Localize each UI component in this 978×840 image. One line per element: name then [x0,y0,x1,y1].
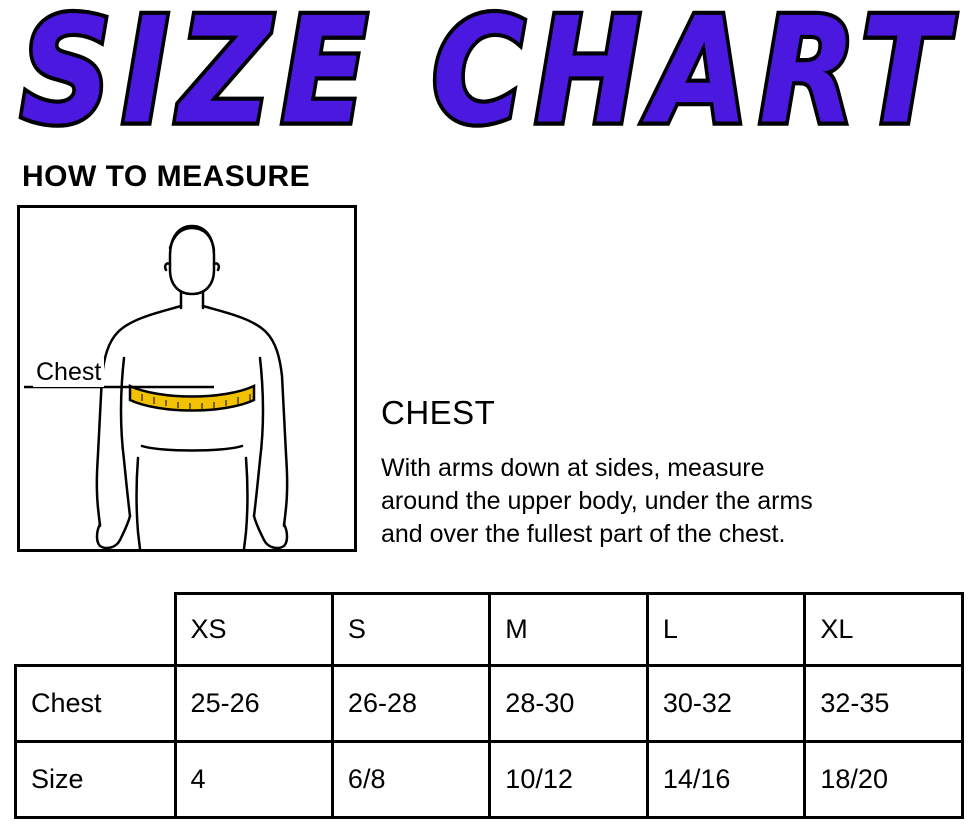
row-label-chest: Chest [16,666,176,742]
cell-size-xl: 18/20 [805,742,963,818]
table-header-xs: XS [175,594,332,666]
instructions-line-2: around the upper body, under the arms [381,487,813,515]
cell-chest-xs: 25-26 [175,666,332,742]
page-title: SIZE CHART [20,0,958,157]
cell-chest-l: 30-32 [647,666,805,742]
table-row [16,666,963,742]
page-title-banner [0,0,978,157]
table-header-xl: XL [805,594,963,666]
instructions-heading: CHEST [381,394,496,431]
size-table [14,592,964,819]
cell-chest-m: 28-30 [490,666,648,742]
table-header-l: L [647,594,805,666]
table-header-m: M [490,594,648,666]
how-to-measure-heading: HOW TO MEASURE [22,160,311,193]
table-header-row [16,594,963,666]
cell-size-l: 14/16 [647,742,805,818]
row-label-size: Size [16,742,176,818]
cell-size-s: 6/8 [332,742,489,818]
table-header-s: S [332,594,489,666]
instructions-body [381,452,961,551]
cell-size-m: 10/12 [490,742,648,818]
table-corner-cell [16,594,176,666]
table-row [16,742,963,818]
cell-chest-s: 26-28 [332,666,489,742]
cell-size-xs: 4 [175,742,332,818]
cell-chest-xl: 32-35 [805,666,963,742]
instructions-line-3: and over the fullest part of the chest. [381,520,786,548]
instructions-line-1: With arms down at sides, measure [381,454,765,482]
chest-callout-label: Chest [33,358,104,387]
